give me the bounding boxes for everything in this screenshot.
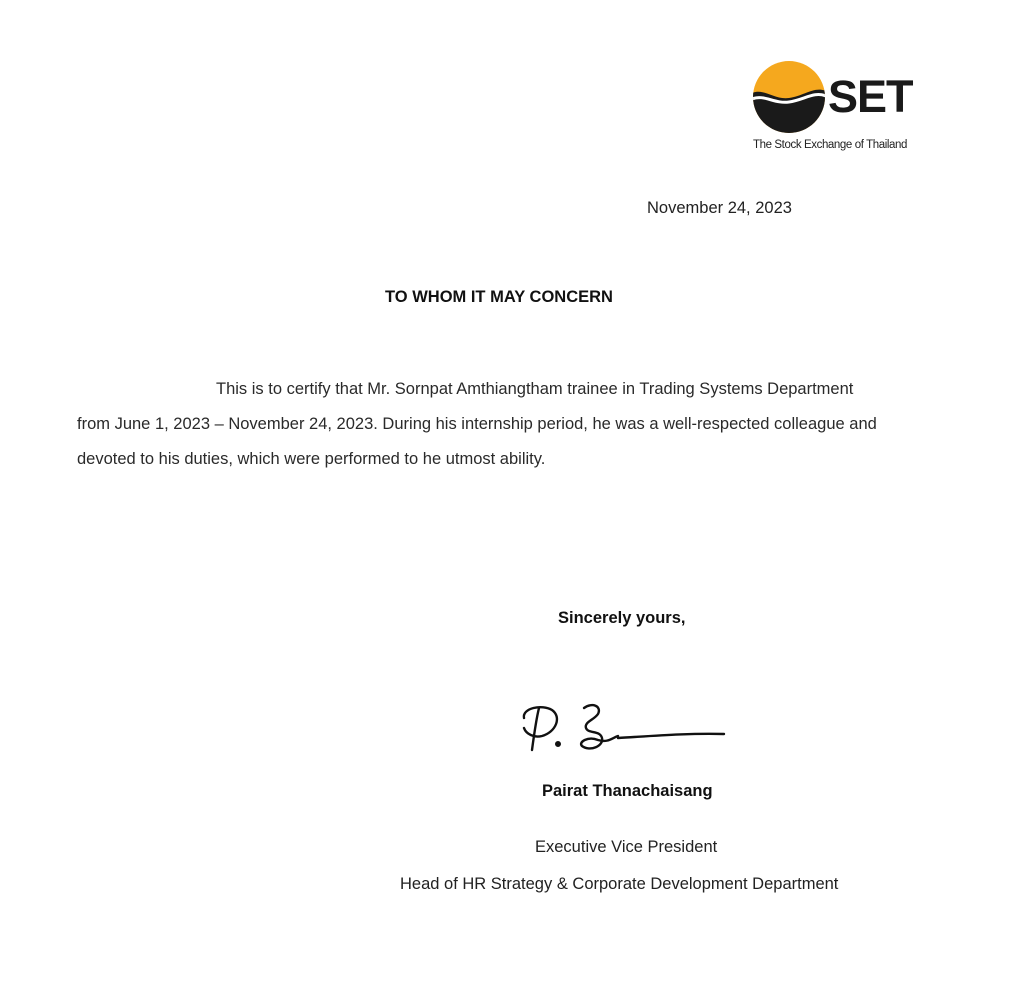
signer-department: Head of HR Strategy & Corporate Development Department [400,875,839,893]
signature-stroke-p-stem [532,708,539,750]
signer-title: Executive Vice President [535,838,718,856]
signature-stroke-g [581,705,618,748]
signature-stroke-p-bowl [524,707,557,736]
letter-date: November 24, 2023 [647,199,792,217]
body-paragraph: This is to certify that Mr. Sornpat Amthiangtham trainee in Trading Systems Department from June 1, 2023 – November 24, 2023. During his internship period, he was a well-respected colleague and devoted to his duties, which were performed to he utmost ability. [77,380,877,468]
signature-dot [556,742,560,746]
letter-body [77,372,877,477]
logo-tagline: The Stock Exchange of Thailand [753,139,908,151]
salutation-heading: TO WHOM IT MAY CONCERN [385,288,613,306]
closing-line: Sincerely yours, [558,609,686,627]
handwritten-signature-icon [512,700,732,760]
set-logo-icon [752,60,826,134]
signature-stroke-flourish [618,734,724,738]
logo-wordmark: SET [828,71,913,122]
set-logo [752,60,922,160]
signer-name: Pairat Thanachaisang [542,782,713,800]
